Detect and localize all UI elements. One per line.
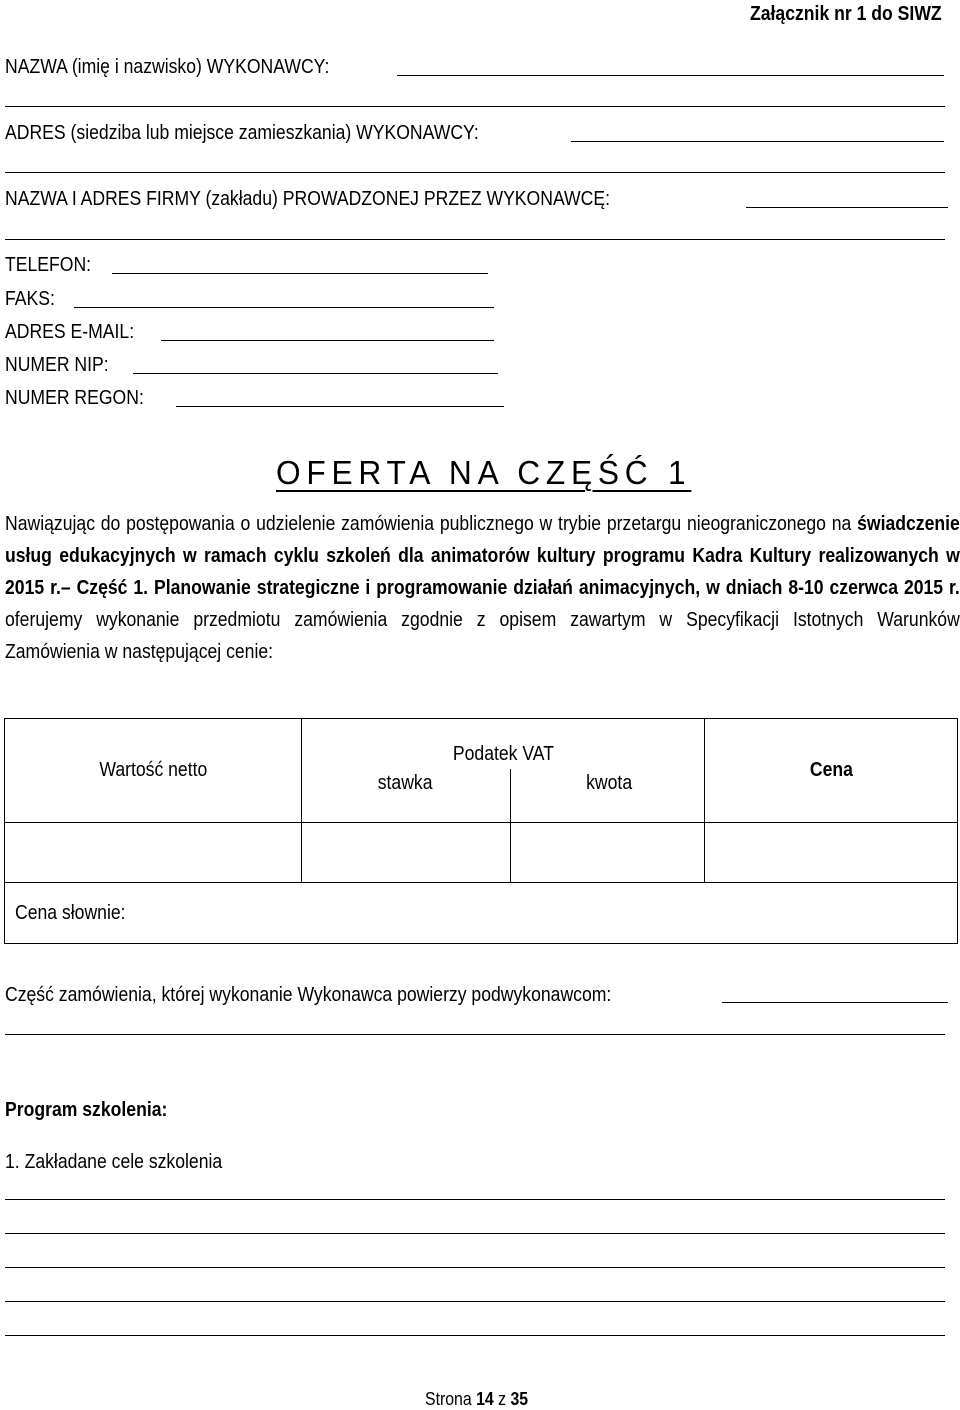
goals-line-1[interactable] — [5, 1199, 945, 1200]
attachment-label: Załącznik nr 1 do SIWZ — [750, 3, 942, 25]
page-number: Strona 14 z 35 — [425, 1389, 529, 1409]
subcontract-field-line-2[interactable] — [5, 1034, 945, 1035]
goals-line-3[interactable] — [5, 1267, 945, 1268]
program-item-1: 1. Zakładane cele szkolenia — [5, 1151, 223, 1173]
email-field[interactable] — [161, 340, 494, 341]
company-field-line-2[interactable] — [5, 239, 945, 240]
vat-header: Podatek VAT — [302, 719, 705, 769]
contractor-address-field[interactable] — [571, 141, 944, 142]
price-cell[interactable] — [705, 823, 958, 883]
price-in-words-label: Cena słownie: — [15, 901, 126, 924]
contractor-address-label: ADRES (siedziba lub miejsce zamieszkania) WYKONAWCY: — [5, 122, 479, 144]
goals-line-2[interactable] — [5, 1233, 945, 1234]
contractor-name-label: NAZWA (imię i nazwisko) WYKONAWCY: — [5, 56, 330, 78]
program-heading: Program szkolenia: — [5, 1099, 168, 1121]
fax-field[interactable] — [74, 307, 494, 308]
intro-text-bold: świadczenie usług edukacyjnych w ramach cyklu szkoleń dla animatorów kultury programu Kadra Kultury realizowanych w 2015 r.– Część 1. Planowanie strategiczne i programowanie działań animacyjnych, w dniach 8-10 czerwca 2015 r. — [5, 513, 960, 599]
price-header: Cena — [705, 719, 958, 823]
goals-line-5[interactable] — [5, 1335, 945, 1336]
contractor-address-field-line-2[interactable] — [5, 172, 945, 173]
vat-rate-cell[interactable] — [302, 823, 511, 883]
subcontract-field[interactable] — [722, 1002, 948, 1003]
intro-text-part2: oferujemy wykonanie przedmiotu zamówienia zgodnie z opisem zawartym w Specyfikacji Istotnych Warunków Zamówienia w następującej cenie: — [5, 609, 960, 663]
nip-label: NUMER NIP: — [5, 354, 109, 376]
intro-paragraph — [5, 508, 960, 668]
company-field[interactable] — [746, 207, 948, 208]
phone-label: TELEFON: — [5, 254, 92, 276]
email-label: ADRES E-MAIL: — [5, 321, 135, 343]
vat-rate-header: stawka — [302, 769, 511, 823]
contractor-name-field[interactable] — [397, 75, 944, 76]
offer-title: OFERTA NA CZĘŚĆ 1 — [276, 454, 692, 491]
regon-label: NUMER REGON: — [5, 387, 144, 409]
intro-text-part1: Nawiązując do postępowania o udzielenie zamówienia publicznego w trybie przetargu nieograniczonego na — [5, 513, 858, 535]
nip-field[interactable] — [133, 373, 498, 374]
contractor-name-field-line-2[interactable] — [5, 106, 945, 107]
phone-field[interactable] — [112, 273, 488, 274]
goals-line-4[interactable] — [5, 1301, 945, 1302]
subcontract-label: Część zamówienia, której wykonanie Wykonawca powierzy podwykonawcom: — [5, 984, 612, 1006]
price-in-words-cell[interactable] — [5, 883, 958, 944]
price-table — [4, 718, 958, 944]
regon-field[interactable] — [176, 406, 504, 407]
vat-amount-header: kwota — [511, 769, 705, 823]
net-value-cell[interactable] — [5, 823, 302, 883]
company-label: NAZWA I ADRES FIRMY (zakładu) PROWADZONEJ PRZEZ WYKONAWCĘ: — [5, 188, 610, 210]
vat-amount-cell[interactable] — [511, 823, 705, 883]
net-value-header: Wartość netto — [5, 719, 302, 823]
fax-label: FAKS: — [5, 288, 55, 310]
